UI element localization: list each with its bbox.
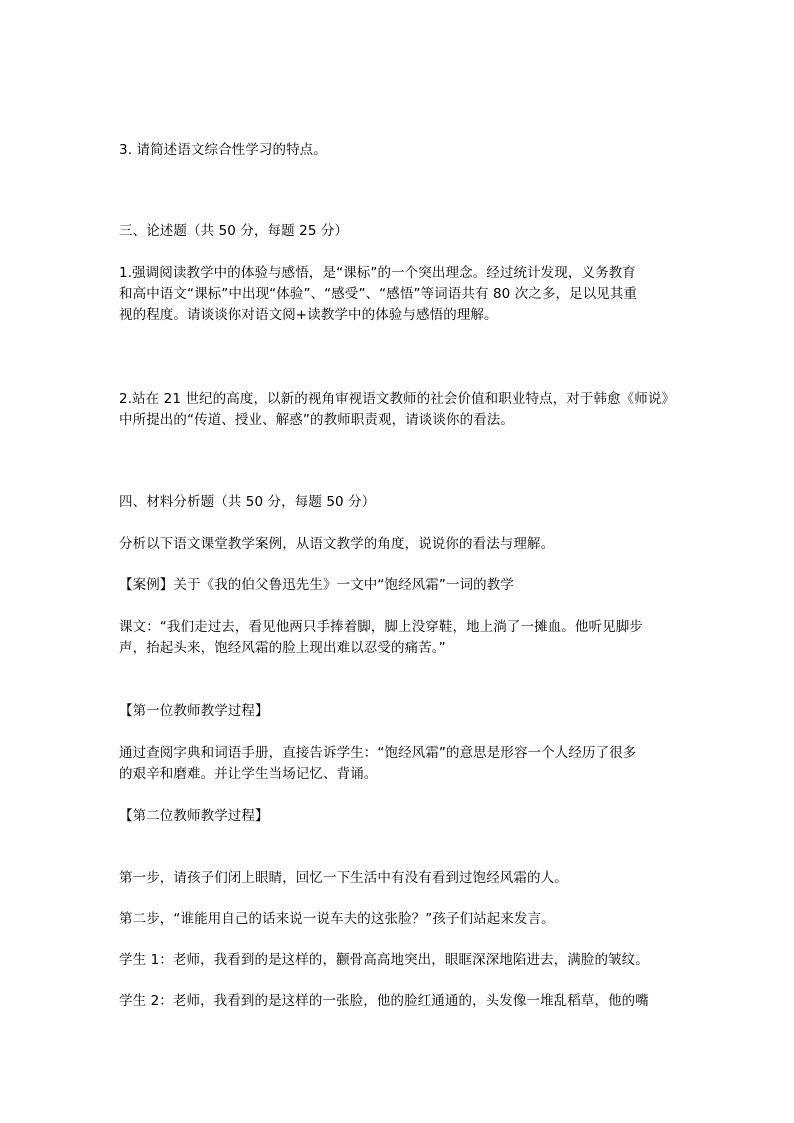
- teacher-2-heading: 【第二位教师教学过程】: [119, 808, 269, 824]
- text-excerpt-line-2: 声，抬起头来，饱经风霜的脸上现出难以忍受的痛苦。”: [119, 640, 446, 656]
- teacher-1-body-line-1: 通过查阅字典和词语手册，直接告诉学生：“饱经风霜”的意思是形容一个人经历了很多: [119, 745, 637, 761]
- essay-question-2-line-1: 2.站在 21 世纪的高度，以新的视角审视语文教师的社会价值和职业特点，对于韩愈《师说》: [119, 391, 676, 407]
- teacher-1-heading: 【第一位教师教学过程】: [119, 703, 269, 719]
- teaching-step-2: 第二步，“谁能用自己的话来说一说车夫的这张脸？”孩子们站起来发言。: [119, 911, 555, 927]
- question-3: 3. 请简述语文综合性学习的特点。: [119, 142, 327, 158]
- essay-question-2-line-2: 中所提出的“传道、授业、解惑”的教师职责观，请谈谈你的看法。: [119, 412, 514, 428]
- teacher-1-body-line-2: 的艰辛和磨难。并让学生当场记忆、背诵。: [119, 766, 378, 782]
- section-4-heading: 四、材料分析题（共 50 分，每题 50 分）: [119, 494, 376, 510]
- essay-question-1-line-3: 视的程度。请谈谈你对语文阅+读教学中的体验与感悟的理解。: [119, 307, 498, 323]
- student-1-response: 学生 1：老师，我看到的是这样的，颧骨高高地突出，眼眶深深地陷进去，满脸的皱纹。: [119, 952, 649, 968]
- student-2-response: 学生 2：老师，我看到的是这样的一张脸，他的脸红通通的，头发像一堆乱稻草，他的嘴: [119, 993, 649, 1009]
- essay-question-1-line-2: 和高中语文“课标”中出现“体验”、“感受”、“感悟”等词语共有 80 次之多，足以见其重: [119, 286, 638, 302]
- text-excerpt-line-1: 课文：“我们走过去，看见他两只手捧着脚，脚上没穿鞋，地上淌了一摊血。他听见脚步: [119, 619, 643, 635]
- analysis-prompt: 分析以下语文课堂教学案例，从语文教学的角度，说说你的看法与理解。: [119, 536, 555, 552]
- teaching-step-1: 第一步，请孩子们闭上眼睛，回忆一下生活中有没有看到过饱经风霜的人。: [119, 870, 568, 886]
- case-title: 【案例】关于《我的伯父鲁迅先生》一文中“饱经风霜”一词的教学: [119, 577, 514, 593]
- section-3-heading: 三、论述题（共 50 分，每题 25 分）: [119, 223, 349, 239]
- essay-question-1-line-1: 1.强调阅读教学中的体验与感悟，是“课标”的一个突出理念。经过统计发现，义务教育: [119, 265, 636, 281]
